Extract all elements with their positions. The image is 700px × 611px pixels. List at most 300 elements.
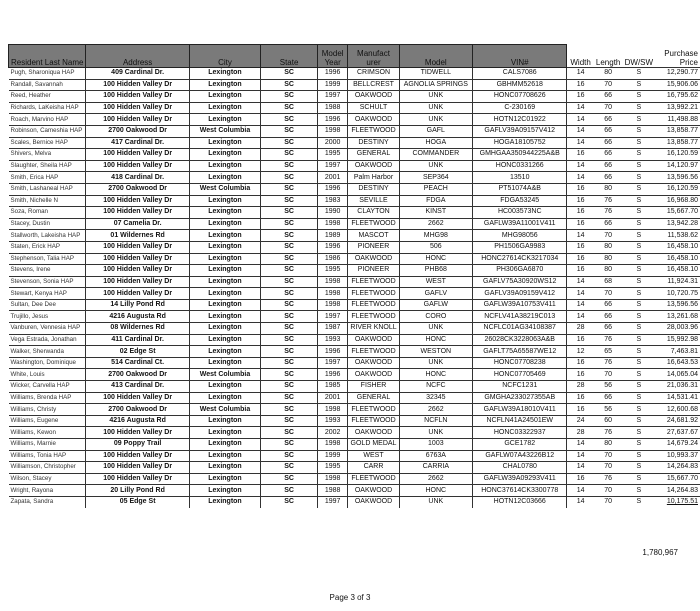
manufacturer-cell: OAKWOOD xyxy=(348,427,399,439)
city-cell: Lexington xyxy=(189,439,260,451)
table-row xyxy=(9,137,700,149)
manufacturer-cell: BELLCREST xyxy=(348,79,399,91)
length-cell: 66 xyxy=(594,299,623,311)
purchase-price-cell: 10,720.75 xyxy=(655,288,700,300)
address-cell: 100 Hidden Valley Dr xyxy=(86,288,189,300)
length-cell: 66 xyxy=(594,323,623,335)
length-cell: 66 xyxy=(594,114,623,126)
purchase-price-cell: 16,458.10 xyxy=(655,253,700,265)
city-cell: Lexington xyxy=(189,496,260,507)
address-cell: 100 Hidden Valley Dr xyxy=(86,241,189,253)
vin-cell: MHG98056 xyxy=(472,230,567,242)
address-cell: 514 Cardinal Ct. xyxy=(86,357,189,369)
address-cell: 413 Cardinal Dr. xyxy=(86,381,189,393)
purchase-price-cell: 24,681.92 xyxy=(655,415,700,427)
length-cell: 70 xyxy=(594,462,623,474)
model-year-cell: 1998 xyxy=(317,404,347,416)
table-row xyxy=(9,427,700,439)
address-cell: 2700 Oakwood Dr xyxy=(86,125,189,137)
length-cell: 76 xyxy=(594,473,623,485)
purchase-price-cell: 14,679.24 xyxy=(655,439,700,451)
model-cell: NCFLN xyxy=(399,415,472,427)
purchase-price-cell: 13,596.56 xyxy=(655,172,700,184)
manufacturer-cell: FLEETWOOD xyxy=(348,276,399,288)
table-row xyxy=(9,323,700,335)
model-year-cell: 1996 xyxy=(317,369,347,381)
table-row xyxy=(9,230,700,242)
model-year-cell: 1985 xyxy=(317,381,347,393)
state-cell: SC xyxy=(261,357,318,369)
purchase-price-cell: 16,458.10 xyxy=(655,241,700,253)
address-cell: 100 Hidden Valley Dr xyxy=(86,427,189,439)
address-cell: 100 Hidden Valley Dr xyxy=(86,207,189,219)
width-cell: 28 xyxy=(567,323,594,335)
address-cell: 2700 Oakwood Dr xyxy=(86,369,189,381)
state-cell: SC xyxy=(261,253,318,265)
resident-name-cell: Walker, Sherwanda xyxy=(9,346,86,358)
purchase-price-cell: 16,643.53 xyxy=(655,357,700,369)
resident-name-cell: Smith, Lashaneal HAP xyxy=(9,183,86,195)
address-cell: 2700 Oakwood Dr xyxy=(86,404,189,416)
length-cell: 80 xyxy=(594,265,623,277)
table-row xyxy=(9,346,700,358)
width-cell: 16 xyxy=(567,79,594,91)
length-cell: 80 xyxy=(594,68,623,80)
purchase-price-cell: 21,036.31 xyxy=(655,381,700,393)
model-year-cell: 1999 xyxy=(317,450,347,462)
dw-sw-cell: S xyxy=(623,230,655,242)
state-cell: SC xyxy=(261,68,318,80)
manufacturer-cell: OAKWOOD xyxy=(348,496,399,507)
purchase-price-cell: 14,264.83 xyxy=(655,485,700,497)
model-cell: 506 xyxy=(399,241,472,253)
model-cell: GAFLV xyxy=(399,288,472,300)
model-year-cell: 1997 xyxy=(317,160,347,172)
manufacturer-cell: FLEETWOOD xyxy=(348,473,399,485)
address-cell: 100 Hidden Valley Dr xyxy=(86,473,189,485)
length-cell: 70 xyxy=(594,230,623,242)
address-cell: 05 Edge St xyxy=(86,496,189,507)
purchase-price-cell: 7,463.81 xyxy=(655,346,700,358)
resident-name-cell: Williams, Christy xyxy=(9,404,86,416)
header-dw-sw: DW/SW xyxy=(624,58,654,67)
vin-cell: HOTN12C03666 xyxy=(472,496,567,507)
table-row xyxy=(9,102,700,114)
address-cell: 100 Hidden Valley Dr xyxy=(86,79,189,91)
width-cell: 14 xyxy=(567,485,594,497)
model-cell: WEST xyxy=(399,276,472,288)
city-cell: Lexington xyxy=(189,288,260,300)
resident-name-cell: Stallworth, Lakeisha HAP xyxy=(9,230,86,242)
address-cell: 100 Hidden Valley Dr xyxy=(86,276,189,288)
dw-sw-cell: S xyxy=(623,149,655,161)
vin-cell: GAFLW39A09293V411 xyxy=(472,473,567,485)
dw-sw-cell: S xyxy=(623,462,655,474)
purchase-price-cell: 15,906.06 xyxy=(655,79,700,91)
state-cell: SC xyxy=(261,114,318,126)
vin-cell: HONC07705469 xyxy=(472,369,567,381)
table-row xyxy=(9,149,700,161)
model-year-cell: 1986 xyxy=(317,253,347,265)
resident-name-cell: Stewart, Kenya HAP xyxy=(9,288,86,300)
resident-name-cell: Williams, Kewon xyxy=(9,427,86,439)
model-cell: UNK xyxy=(399,91,472,103)
dw-sw-cell: S xyxy=(623,439,655,451)
purchase-price-cell: 12,290.77 xyxy=(655,68,700,80)
city-cell: Lexington xyxy=(189,323,260,335)
state-cell: SC xyxy=(261,207,318,219)
manufacturer-cell: GENERAL xyxy=(348,392,399,404)
vin-cell: GAFLW39A18010V411 xyxy=(472,404,567,416)
state-cell: SC xyxy=(261,381,318,393)
model-cell: CARRIA xyxy=(399,462,472,474)
city-cell: West Columbia xyxy=(189,369,260,381)
city-cell: Lexington xyxy=(189,102,260,114)
table-row xyxy=(9,68,700,80)
dw-sw-cell: S xyxy=(623,195,655,207)
header-resident-name: Resident Last Name xyxy=(9,45,86,68)
width-cell: 16 xyxy=(567,473,594,485)
vin-cell: 13510 xyxy=(472,172,567,184)
width-cell: 14 xyxy=(567,288,594,300)
table-row xyxy=(9,79,700,91)
header-city: City xyxy=(189,45,260,68)
city-cell: Lexington xyxy=(189,462,260,474)
address-cell: 4216 Augusta Rd xyxy=(86,415,189,427)
resident-name-cell: Williams, Tonia HAP xyxy=(9,450,86,462)
width-cell: 14 xyxy=(567,160,594,172)
dw-sw-cell: S xyxy=(623,125,655,137)
city-cell: Lexington xyxy=(189,207,260,219)
vin-cell: HOGA18105752 xyxy=(472,137,567,149)
dw-sw-cell: S xyxy=(623,288,655,300)
model-cell: KINST xyxy=(399,207,472,219)
state-cell: SC xyxy=(261,288,318,300)
model-cell: 1003 xyxy=(399,439,472,451)
dw-sw-cell: S xyxy=(623,299,655,311)
model-cell: GAFL xyxy=(399,125,472,137)
width-cell: 14 xyxy=(567,230,594,242)
city-cell: Lexington xyxy=(189,392,260,404)
length-cell: 66 xyxy=(594,392,623,404)
address-cell: 100 Hidden Valley Dr xyxy=(86,450,189,462)
purchase-price-cell: 28,003.96 xyxy=(655,323,700,335)
length-cell: 70 xyxy=(594,79,623,91)
resident-name-cell: Wicker, Carvella HAP xyxy=(9,381,86,393)
width-cell: 14 xyxy=(567,102,594,114)
vin-cell: CHAL0780 xyxy=(472,462,567,474)
width-cell: 16 xyxy=(567,183,594,195)
city-cell: Lexington xyxy=(189,311,260,323)
width-cell: 14 xyxy=(567,125,594,137)
width-cell: 16 xyxy=(567,207,594,219)
purchase-price-cell: 13,992.21 xyxy=(655,102,700,114)
dw-sw-cell: S xyxy=(623,404,655,416)
manufacturer-cell: FLEETWOOD xyxy=(348,346,399,358)
manufacturer-cell: FLEETWOOD xyxy=(348,125,399,137)
dw-sw-cell: S xyxy=(623,357,655,369)
dw-sw-cell: S xyxy=(623,323,655,335)
city-cell: Lexington xyxy=(189,346,260,358)
purchase-price-cell: 16,120.59 xyxy=(655,149,700,161)
table-row xyxy=(9,473,700,485)
vin-cell: HONC03322937 xyxy=(472,427,567,439)
state-cell: SC xyxy=(261,102,318,114)
table-header xyxy=(9,45,700,68)
width-cell: 16 xyxy=(567,253,594,265)
model-year-cell: 1996 xyxy=(317,68,347,80)
vin-cell: PH1506GA9983 xyxy=(472,241,567,253)
model-year-cell: 1998 xyxy=(317,439,347,451)
resident-name-cell: Stevenson, Sonia HAP xyxy=(9,276,86,288)
length-cell: 76 xyxy=(594,357,623,369)
purchase-price-cell: 27,637.67 xyxy=(655,427,700,439)
address-cell: 409 Cardinal Dr. xyxy=(86,68,189,80)
resident-name-cell: Reed, Heather xyxy=(9,91,86,103)
table-row xyxy=(9,114,700,126)
resident-name-cell: Roach, Marvino HAP xyxy=(9,114,86,126)
city-cell: Lexington xyxy=(189,276,260,288)
dw-sw-cell: S xyxy=(623,346,655,358)
purchase-price-cell: 14,531.41 xyxy=(655,392,700,404)
width-cell: 16 xyxy=(567,392,594,404)
purchase-price-cell: 13,942.28 xyxy=(655,218,700,230)
dw-sw-cell: S xyxy=(623,79,655,91)
manufacturer-cell: MASCOT xyxy=(348,230,399,242)
model-cell: PEACH xyxy=(399,183,472,195)
model-year-cell: 1996 xyxy=(317,346,347,358)
length-cell: 70 xyxy=(594,496,623,507)
table-row xyxy=(9,496,700,507)
state-cell: SC xyxy=(261,218,318,230)
resident-name-cell: Wilson, Stacey xyxy=(9,473,86,485)
vin-cell: GAFLV39A09157V412 xyxy=(472,125,567,137)
resident-name-cell: Pugh, Sharoniqua HAP xyxy=(9,68,86,80)
state-cell: SC xyxy=(261,125,318,137)
manufacturer-cell: WEST xyxy=(348,450,399,462)
resident-name-cell: Staten, Erick HAP xyxy=(9,241,86,253)
manufacturer-cell: RIVER KNOLL xyxy=(348,323,399,335)
manufacturer-cell: Palm Harbor xyxy=(348,172,399,184)
length-cell: 66 xyxy=(594,172,623,184)
dw-sw-cell: S xyxy=(623,114,655,126)
model-year-cell: 1996 xyxy=(317,241,347,253)
resident-name-cell: Scales, Bernice HAP xyxy=(9,137,86,149)
table-row xyxy=(9,334,700,346)
resident-name-cell: Stevens, Irene xyxy=(9,265,86,277)
manufacturer-cell: OAKWOOD xyxy=(348,253,399,265)
model-cell: WESTON xyxy=(399,346,472,358)
dw-sw-cell: S xyxy=(623,91,655,103)
model-cell: MHG98 xyxy=(399,230,472,242)
width-cell: 28 xyxy=(567,427,594,439)
model-year-cell: 1995 xyxy=(317,265,347,277)
width-cell: 12 xyxy=(567,346,594,358)
header-model: Model xyxy=(399,45,472,68)
width-cell: 16 xyxy=(567,404,594,416)
model-cell: CORO xyxy=(399,311,472,323)
resident-name-cell: Williams, Brenda HAP xyxy=(9,392,86,404)
header-manufacturer: Manufact urer xyxy=(348,45,399,68)
purchase-price-cell: 14,120.97 xyxy=(655,160,700,172)
length-cell: 66 xyxy=(594,218,623,230)
vin-cell: PT51074A&B xyxy=(472,183,567,195)
model-year-cell: 2001 xyxy=(317,172,347,184)
manufacturer-cell: SCHULT xyxy=(348,102,399,114)
city-cell: Lexington xyxy=(189,230,260,242)
state-cell: SC xyxy=(261,439,318,451)
vin-cell: NCFLN41A24501EW xyxy=(472,415,567,427)
model-year-cell: 1995 xyxy=(317,149,347,161)
width-cell: 14 xyxy=(567,172,594,184)
table-row xyxy=(9,485,700,497)
purchase-price-cell: 15,992.98 xyxy=(655,334,700,346)
table-row xyxy=(9,392,700,404)
width-cell: 14 xyxy=(567,276,594,288)
table-row xyxy=(9,439,700,451)
city-cell: Lexington xyxy=(189,473,260,485)
vin-cell: PH306GA6870 xyxy=(472,265,567,277)
width-cell: 14 xyxy=(567,450,594,462)
table-row xyxy=(9,160,700,172)
header-width: Width xyxy=(570,58,591,67)
length-cell: 66 xyxy=(594,160,623,172)
model-cell: UNK xyxy=(399,323,472,335)
vin-cell: HOTN12C01922 xyxy=(472,114,567,126)
address-cell: 20 Lilly Pond Rd xyxy=(86,485,189,497)
city-cell: Lexington xyxy=(189,79,260,91)
dw-sw-cell: S xyxy=(623,68,655,80)
length-cell: 66 xyxy=(594,137,623,149)
vin-cell: GBHMM52618 xyxy=(472,79,567,91)
model-year-cell: 1997 xyxy=(317,357,347,369)
manufacturer-cell: OAKWOOD xyxy=(348,160,399,172)
header-state: State xyxy=(261,45,318,68)
vin-cell: HC003573NC xyxy=(472,207,567,219)
model-cell: GAFLW xyxy=(399,299,472,311)
vin-cell: 26028CK3228063A&B xyxy=(472,334,567,346)
resident-name-cell: Washington, Dominique xyxy=(9,357,86,369)
table-row xyxy=(9,195,700,207)
state-cell: SC xyxy=(261,450,318,462)
purchase-price-cell: 13,261.68 xyxy=(655,311,700,323)
city-cell: West Columbia xyxy=(189,125,260,137)
resident-name-cell: Randall, Savannah xyxy=(9,79,86,91)
vin-cell: GCE1782 xyxy=(472,439,567,451)
city-cell: Lexington xyxy=(189,241,260,253)
vin-cell: C-230169 xyxy=(472,102,567,114)
model-cell: PHB68 xyxy=(399,265,472,277)
state-cell: SC xyxy=(261,462,318,474)
address-cell: 100 Hidden Valley Dr xyxy=(86,114,189,126)
purchase-price-cell: 16,968.80 xyxy=(655,195,700,207)
state-cell: SC xyxy=(261,149,318,161)
resident-name-cell: Robinson, Cameshia HAP xyxy=(9,125,86,137)
length-cell: 70 xyxy=(594,102,623,114)
manufacturer-cell: FLEETWOOD xyxy=(348,218,399,230)
model-year-cell: 1983 xyxy=(317,195,347,207)
table-row xyxy=(9,311,700,323)
length-cell: 80 xyxy=(594,253,623,265)
model-year-cell: 1998 xyxy=(317,276,347,288)
address-cell: 100 Hidden Valley Dr xyxy=(86,195,189,207)
address-cell: 100 Hidden Valley Dr xyxy=(86,265,189,277)
city-cell: West Columbia xyxy=(189,404,260,416)
vin-cell: HONC07708626 xyxy=(472,91,567,103)
manufacturer-cell: PIONEER xyxy=(348,265,399,277)
state-cell: SC xyxy=(261,427,318,439)
address-cell: 02 Edge St xyxy=(86,346,189,358)
state-cell: SC xyxy=(261,311,318,323)
model-year-cell: 1990 xyxy=(317,207,347,219)
vin-cell: CALS7086 xyxy=(472,68,567,80)
city-cell: Lexington xyxy=(189,160,260,172)
table-row xyxy=(9,241,700,253)
width-cell: 16 xyxy=(567,241,594,253)
state-cell: SC xyxy=(261,346,318,358)
table-body xyxy=(9,68,700,508)
table-row xyxy=(9,218,700,230)
model-year-cell: 1993 xyxy=(317,415,347,427)
model-cell: HONC xyxy=(399,485,472,497)
purchase-price-cell: 13,858.77 xyxy=(655,137,700,149)
length-cell: 70 xyxy=(594,450,623,462)
address-cell: 417 Cardinal Dr. xyxy=(86,137,189,149)
model-year-cell: 1988 xyxy=(317,485,347,497)
dw-sw-cell: S xyxy=(623,369,655,381)
purchase-price-cell: 16,795.62 xyxy=(655,91,700,103)
manufacturer-cell: OAKWOOD xyxy=(348,357,399,369)
state-cell: SC xyxy=(261,369,318,381)
header-address: Address xyxy=(86,45,189,68)
state-cell: SC xyxy=(261,265,318,277)
header-purchase-price: Purchase Price xyxy=(664,49,698,67)
state-cell: SC xyxy=(261,299,318,311)
city-cell: Lexington xyxy=(189,450,260,462)
page-number: Page 3 of 3 xyxy=(329,593,371,602)
model-year-cell: 1993 xyxy=(317,334,347,346)
purchase-price-cell: 14,065.04 xyxy=(655,369,700,381)
city-cell: Lexington xyxy=(189,68,260,80)
dw-sw-cell: S xyxy=(623,218,655,230)
model-year-cell: 1998 xyxy=(317,299,347,311)
address-cell: 100 Hidden Valley Dr xyxy=(86,91,189,103)
model-year-cell: 1988 xyxy=(317,102,347,114)
width-cell: 14 xyxy=(567,114,594,126)
model-year-cell: 1997 xyxy=(317,91,347,103)
purchase-price-cell: 10,175.51 xyxy=(655,496,700,507)
dw-sw-cell: S xyxy=(623,253,655,265)
length-cell: 70 xyxy=(594,485,623,497)
vin-cell: NCFC1231 xyxy=(472,381,567,393)
length-cell: 60 xyxy=(594,415,623,427)
width-cell: 14 xyxy=(567,439,594,451)
model-year-cell: 1995 xyxy=(317,462,347,474)
width-cell: 16 xyxy=(567,369,594,381)
resident-name-cell: Smith, Erica HAP xyxy=(9,172,86,184)
resident-name-cell: Trujillo, Jesus xyxy=(9,311,86,323)
model-year-cell: 1998 xyxy=(317,473,347,485)
resident-name-cell: Vanburen, Vennesia HAP xyxy=(9,323,86,335)
width-cell: 14 xyxy=(567,311,594,323)
dw-sw-cell: S xyxy=(623,473,655,485)
vin-cell: HONC27614CK3217034 xyxy=(472,253,567,265)
width-cell: 14 xyxy=(567,299,594,311)
model-cell: SEP364 xyxy=(399,172,472,184)
city-cell: Lexington xyxy=(189,381,260,393)
dw-sw-cell: S xyxy=(623,183,655,195)
table-row xyxy=(9,183,700,195)
